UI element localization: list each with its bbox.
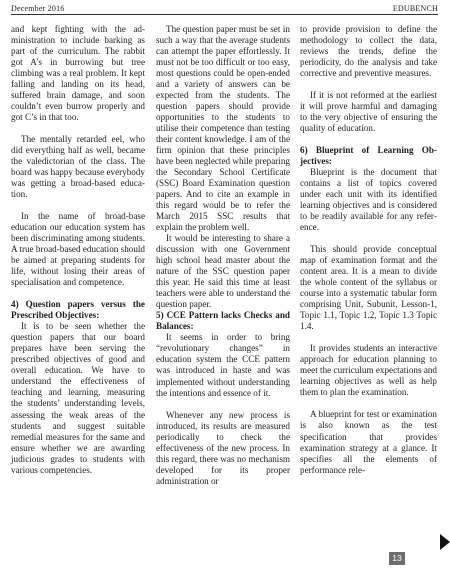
paragraph: It seems in order to bring “revolutionary changes” in education system the CCE pattern was introduced in haste and was implemented without understanding the intentions and essence of it. — [156, 332, 290, 398]
article-column-2 — [156, 24, 290, 487]
section-heading-4: 4) Question papers versus the Prescribed Objectives: — [11, 299, 145, 321]
paragraph: and kept fighting with the administration to include barking as part of the curriculum. The rabbit got A’s in burrowing but tree climbing was a real problem. It kept falling and landing on its head, suffered brain damage, and soon couldn’t even burrow properly and got C’s in that too. — [11, 24, 145, 123]
paragraph: Blueprint is the document that contains a list of topics covered under each unit with its identified learning objectives and is considered to be readily available for any reference. — [300, 167, 437, 233]
article-column-3 — [300, 24, 437, 476]
paragraph: It would be interesting to share a discussion with one Government high school head master about the nature of the SSC question paper this year. He said this time at least teachers were able to understand the question paper. — [156, 233, 290, 310]
next-page-arrow-icon[interactable] — [439, 534, 450, 550]
paragraph: Whenever any new process is introduced, its results are measured periodically to check the effectiveness of the new process. In this regard, there was no mechanism developed for its proper administration or — [156, 409, 290, 486]
paragraph: This should provide conceptual map of examination format and the content area. It is a mean to divide the whole content of the syllabus or course into a systematic tabular form comprising Unit, Subunit, Lesson-1, Topic 1.1, Topic 1.2, Topic 1.3 Topic 1.4. — [300, 244, 437, 332]
section-heading-5: 5) CCE Pattern lacks Checks and Balances: — [156, 310, 290, 332]
paragraph: The question paper must be set in such a way that the average students can attempt the paper effortlessly. It must not be too difficult or too easy, most questions could be open-ended and a variety of answers can be expected from the students. The question papers should provide opportunities to the students to utilise their competence than testing their content knowledge. I am of the firm opinion that these principles have been neglected while preparing the Secondary School Certificate (SSC) Board Examination question papers. And to cite an example in this regard would be to refer the March 2015 SSC results that explain the problem well. — [156, 24, 290, 233]
page-header — [11, 2, 438, 15]
issue-date: December 2016 — [11, 4, 65, 13]
publication-name: EDUBENCH — [392, 4, 438, 13]
paragraph: to provide provision to define the methodology to collect the data, reviews the trends, define the periodicity, do the analysis and take corrective and preventive measures. — [300, 24, 437, 79]
paragraph: It provides students an interactive approach for education planning to meet the curriculum expectations and learning objectives as well as help them to plan the examination. — [300, 343, 437, 398]
page-number: 13 — [389, 552, 405, 565]
paragraph: The mentally retarded eel, who did everything half as well, became the valedictorian of the class. The board was happy because everybody was getting a broad-based education. — [11, 134, 145, 200]
paragraph: If it is not reformed at the earliest it will prove harmful and damaging to the very objective of ensuring the quality of education. — [300, 90, 437, 134]
article-column-1 — [11, 24, 145, 476]
paragraph: A blueprint for test or examination is also known as the test specification that provides examination strategy at a glance. It specifies all the elements of performance rele- — [300, 409, 437, 475]
section-heading-6: 6) Blueprint of Learning Objectives: — [300, 145, 437, 167]
paragraph: It is to be seen whether the question papers that our board prepares have been serving the prescribed objectives of good and overall education. We have to understand the effectiveness of teaching and learning, measuring the students’ understanding levels, assessing the weak areas of the students and suggest suitable remedial measures for the same and ensure whether we are awarding judicious grades to students with various competencies. — [11, 321, 145, 475]
paragraph: In the name of broad-base education our education system has been discriminating among students. A true broad-based education should be aimed at preparing students for life, without losing their areas of specialisation and competence. — [11, 211, 145, 288]
